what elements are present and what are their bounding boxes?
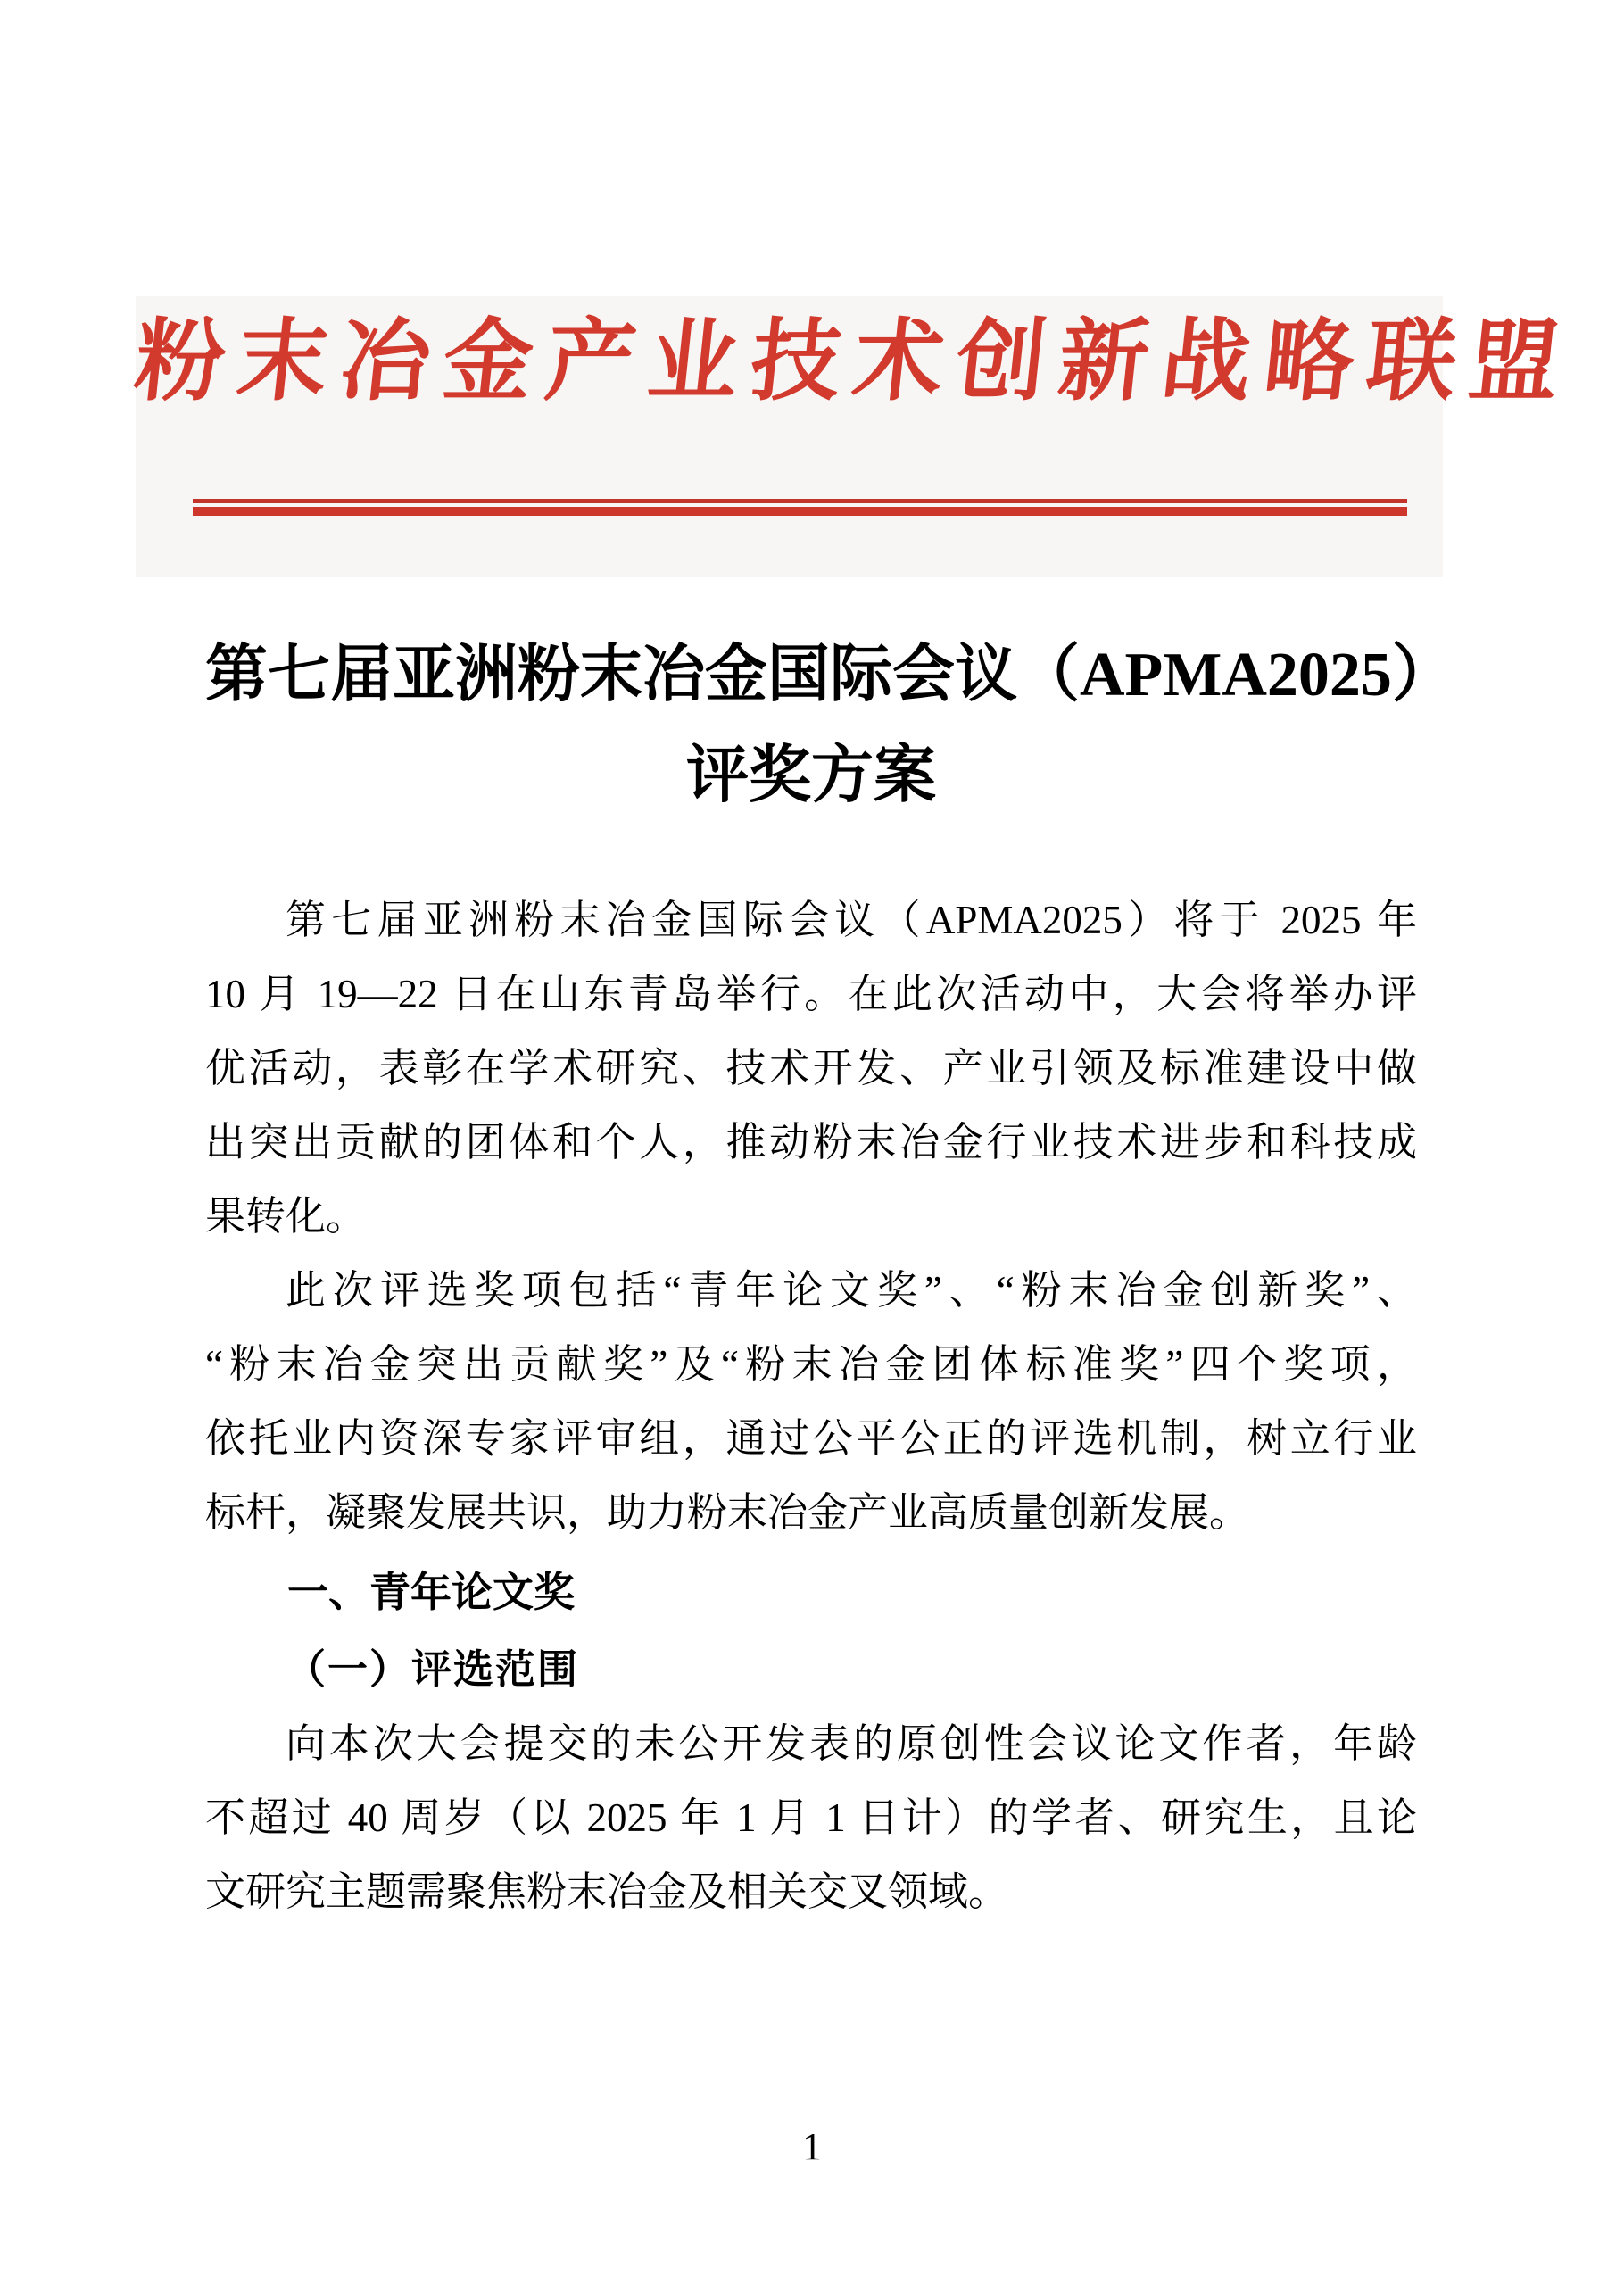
- paragraph2-line: 此次评选奖项包括“青年论文奖”、“粉末冶金创新奖”、: [286, 1268, 1417, 1313]
- paragraph3-line: 文研究主题需聚焦粉末冶金及相关交叉领域。: [205, 1869, 1009, 1914]
- document-title: [205, 625, 1454, 826]
- paragraph2-line: “粉末冶金突出贡献奖”及“粉末冶金团体标准奖”四个奖项，: [205, 1342, 1417, 1387]
- document-title-line1: 第七届亚洲粉末冶金国际会议（APMA2025）: [205, 641, 1454, 709]
- section1-heading: 一、青年论文奖: [287, 1569, 575, 1615]
- document-title-line2: 评奖方案: [686, 742, 936, 810]
- letterhead-banner: [130, 296, 1578, 577]
- page-number: 1: [802, 2126, 822, 2168]
- org-name-text: 粉末冶金产业技术创新战略联盟: [130, 312, 1578, 411]
- paragraph2-line: 标杆，凝聚发展共识，助力粉末冶金产业高质量创新发展。: [205, 1490, 1250, 1535]
- paragraph1-line: 出突出贡献的团体和个人，推动粉末冶金行业技术进步和科技成: [205, 1120, 1417, 1165]
- paragraph3-line: 不超过 40 周岁（以 2025 年 1 月 1 日计）的学者、研究生，且论: [205, 1795, 1417, 1840]
- header-rule-thin: [193, 499, 1407, 503]
- paragraph1-line: 优活动，表彰在学术研究、技术开发、产业引领及标准建设中做: [205, 1046, 1417, 1090]
- paragraph1-line: 10 月 19—22 日在山东青岛举行。在此次活动中，大会将举办评: [205, 972, 1417, 1016]
- section1-subheading: （一）评选范围: [286, 1647, 580, 1692]
- document-body: [205, 883, 1417, 1929]
- paragraph2-line: 依托业内资深专家评审组，通过公平公正的评选机制，树立行业: [205, 1416, 1417, 1461]
- paragraph1-line: 第七届亚洲粉末冶金国际会议（APMA2025）将于 2025 年: [286, 898, 1417, 942]
- header-rule-thick: [193, 507, 1407, 516]
- paragraph3-line: 向本次大会提交的未公开发表的原创性会议论文作者，年龄: [286, 1721, 1417, 1766]
- paragraph1-line: 果转化。: [205, 1194, 367, 1239]
